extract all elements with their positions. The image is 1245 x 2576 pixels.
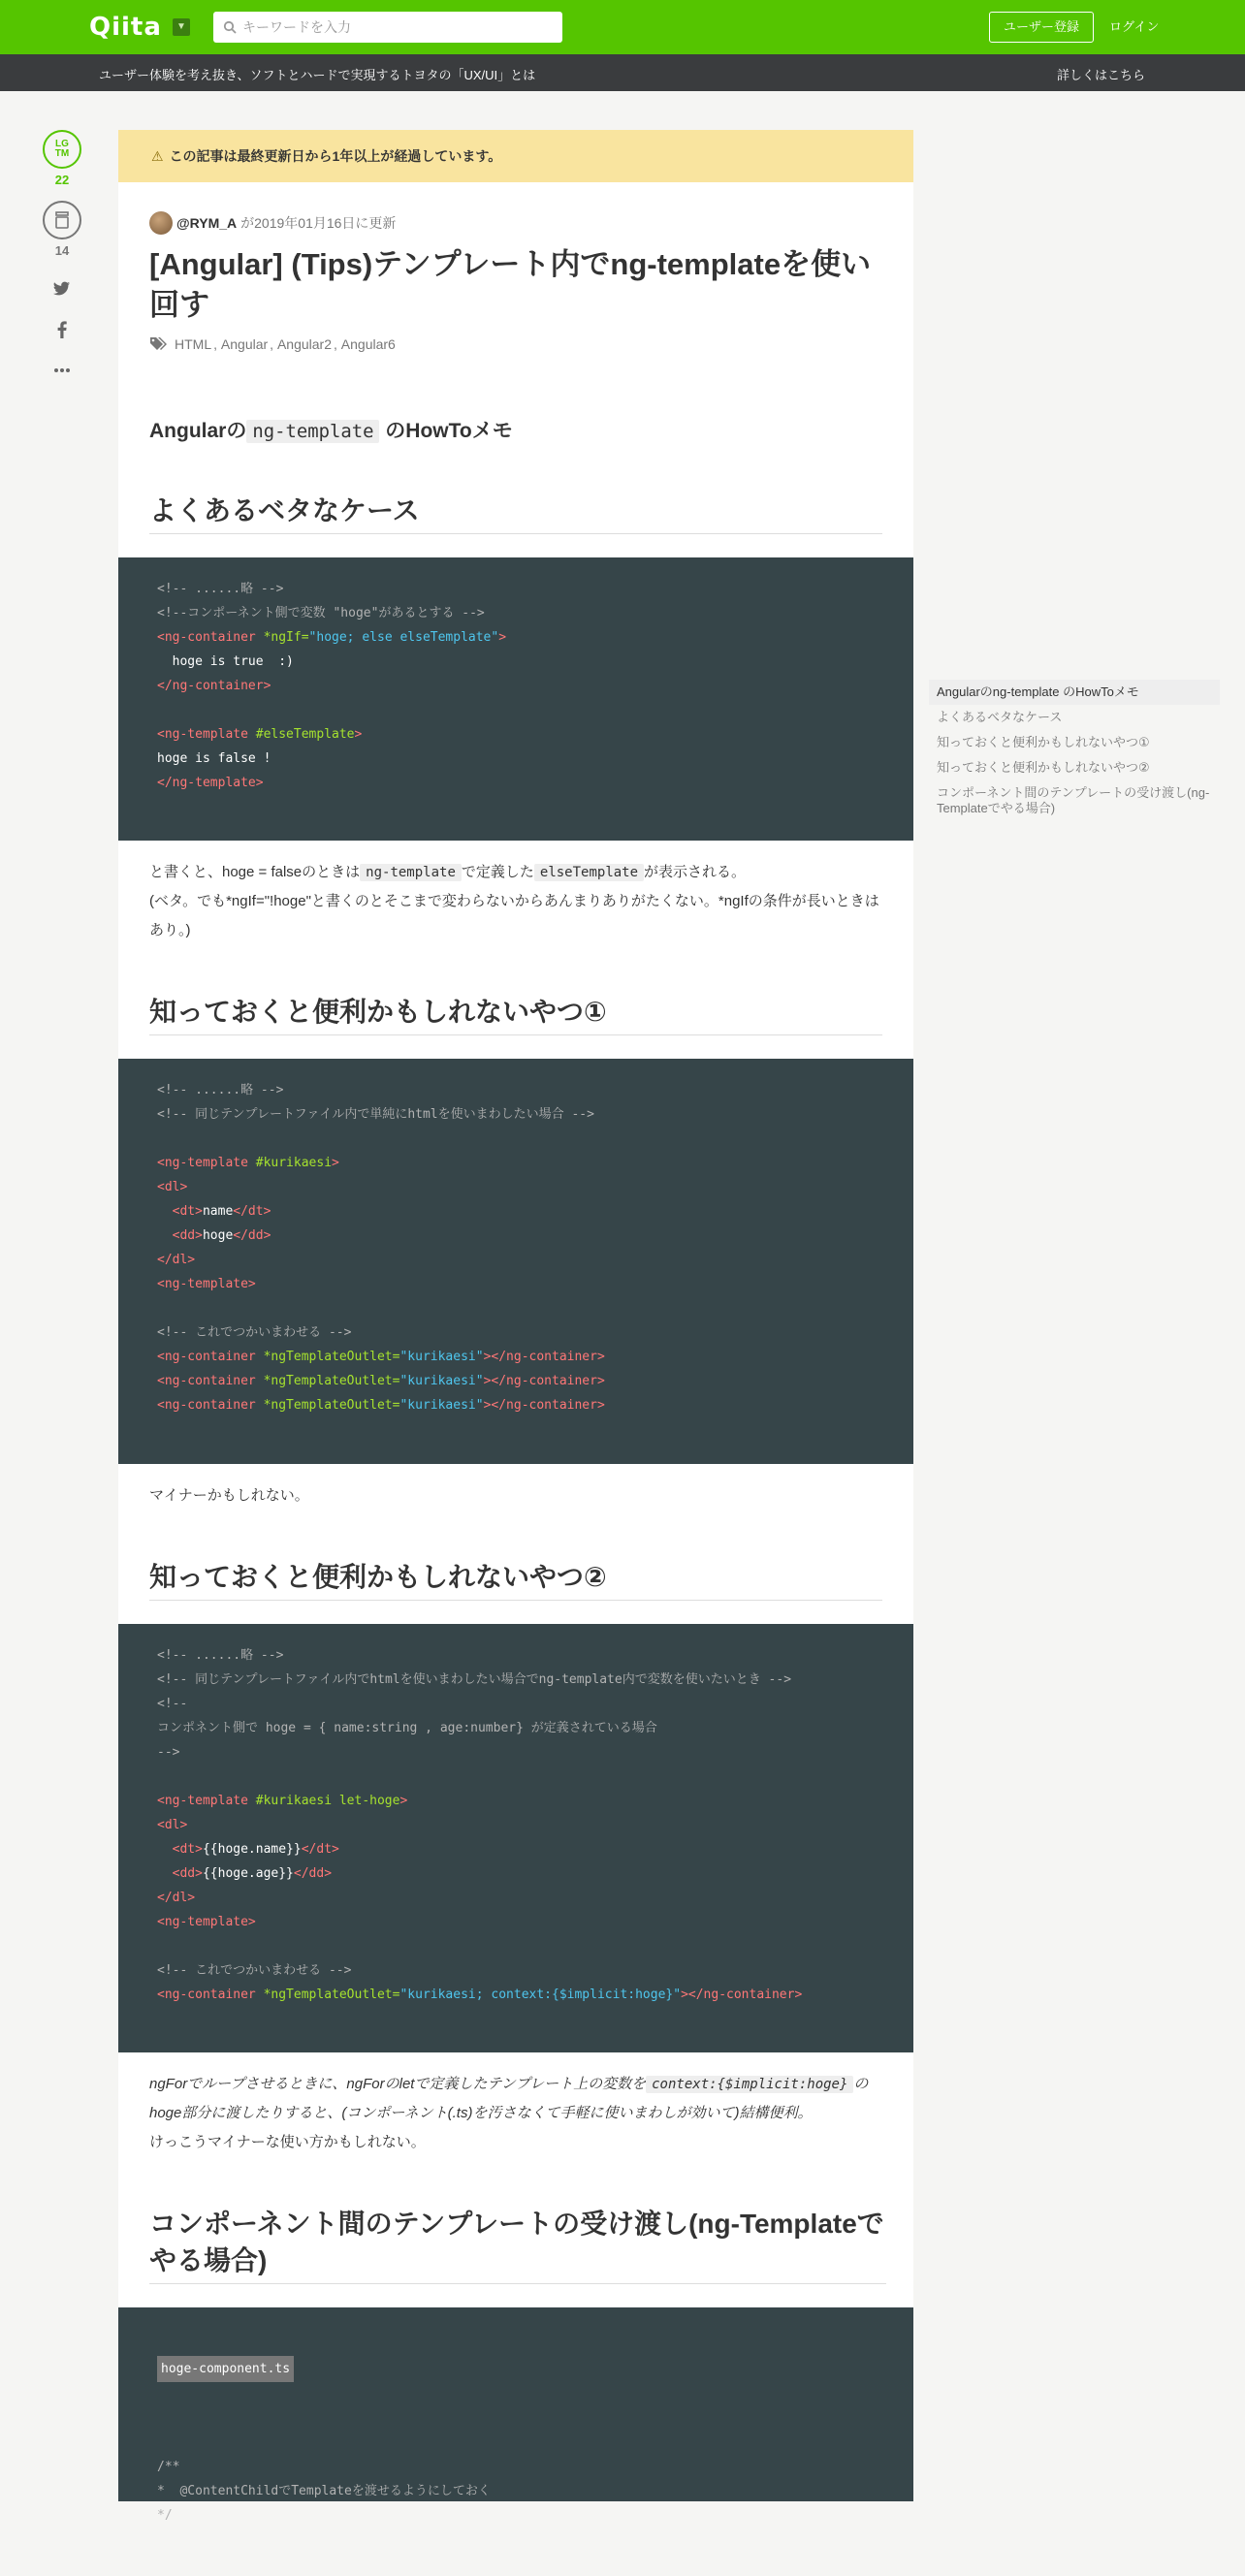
code-token: *ngTemplateOutlet=	[263, 1398, 400, 1413]
notice-text: この記事は最終更新日から1年以上が経過しています。	[169, 148, 502, 164]
section-heading: よくあるベタなケース	[149, 493, 882, 534]
code-line	[157, 2455, 875, 2479]
ad-banner	[0, 54, 1245, 91]
section-heading: コンポーネント間のテンプレートの受け渡し(ng-Templateでやる場合)	[149, 2206, 886, 2284]
code-line	[157, 1296, 875, 1320]
code-line	[157, 1692, 875, 1716]
code-token: </dd>	[293, 1866, 333, 1881]
code-token: <!-- ......略 -->	[157, 1083, 284, 1097]
code-token: "kurikaesi; context:{$implicit:hoge}"	[399, 1988, 682, 2002]
tags-icon	[149, 336, 169, 352]
signup-button[interactable]: ユーザー登録	[989, 12, 1094, 43]
code-token: >	[498, 630, 507, 645]
paragraph	[149, 2070, 882, 2128]
code-token: hoge	[202, 1228, 234, 1243]
code-token: <ng-container	[157, 1988, 264, 2002]
lgtm-count: 22	[54, 173, 70, 187]
code-token: ></ng-container>	[483, 1398, 605, 1413]
twitter-icon	[53, 281, 71, 297]
text: ngForでループさせるときに、ngForのletで定義したテンプレート上の変数を	[149, 2076, 647, 2092]
toc-item[interactable]: 知っておくと便利かもしれないやつ②	[937, 760, 1150, 775]
code-token: <!-- 同じテンプレートファイル内で単純にhtmlを使いまわしたい場合 -->	[157, 1107, 594, 1122]
ad-detail-link[interactable]: 詳しくはこちら	[1057, 68, 1146, 82]
tag-item[interactable]: Angular	[220, 336, 269, 352]
howto-heading	[149, 415, 882, 442]
code-line	[157, 1643, 875, 1668]
global-header	[0, 0, 1245, 54]
search-input[interactable]	[242, 12, 553, 43]
search-icon	[223, 20, 237, 34]
code-token: /**	[157, 2460, 180, 2474]
code-line	[157, 1789, 875, 1813]
code-line	[157, 2431, 875, 2455]
text: と書くと、hoge = falseのときは	[149, 864, 361, 880]
search-box	[213, 12, 562, 43]
code-token: {{hoge.name}}	[202, 1842, 302, 1857]
qiita-logo[interactable]: Qiita	[89, 13, 162, 42]
code-token: コンポネント側で hoge = { name:string , age:number} が定義されている場合	[157, 1721, 657, 1735]
code-token: <ng-template	[157, 1156, 256, 1170]
code-token: "kurikaesi"	[399, 1374, 484, 1388]
code-line	[157, 1272, 875, 1296]
stock-button[interactable]	[43, 201, 81, 239]
code-token: </dt>	[301, 1842, 339, 1857]
code-line	[157, 698, 875, 722]
code-token: *ngTemplateOutlet=	[263, 1350, 400, 1364]
code-line	[157, 1393, 875, 1417]
toc-item[interactable]: よくあるベタなケース	[937, 710, 1063, 724]
code-line	[157, 625, 875, 650]
ellipsis-icon	[53, 367, 71, 373]
code-token: <dt>	[172, 1204, 203, 1219]
code-line	[157, 1078, 875, 1102]
inline-code: ng-template	[360, 864, 462, 881]
facebook-share-button[interactable]	[43, 320, 81, 339]
chevron-down-icon[interactable]: ▼	[173, 18, 190, 36]
code-token: </dd>	[233, 1228, 271, 1243]
code-token: "kurikaesi"	[399, 1398, 484, 1413]
code-token	[157, 1228, 173, 1243]
code-token: <!--コンポーネント側で変数 "hoge"があるとする -->	[157, 606, 485, 620]
code-line	[157, 1716, 875, 1740]
code-block	[118, 1624, 913, 2052]
code-lines	[157, 2431, 875, 2528]
tag-item[interactable]: Angular6	[340, 336, 396, 352]
code-line	[157, 722, 875, 747]
heading-text: Angularの	[149, 420, 247, 442]
twitter-share-button[interactable]	[43, 279, 81, 299]
code-token: {{hoge.age}}	[202, 1866, 294, 1881]
updated-date: が2019年01月16日に更新	[240, 215, 397, 231]
code-line	[157, 1886, 875, 1910]
inline-code: context:{$implicit:hoge}	[646, 2076, 853, 2093]
code-line	[157, 1983, 875, 2007]
login-link[interactable]: ログイン	[1109, 19, 1160, 34]
code-token: "kurikaesi"	[399, 1350, 484, 1364]
code-token	[157, 1866, 173, 1881]
code-token: <!-- これでつかいまわせる -->	[157, 1325, 352, 1340]
code-token: ></ng-container>	[681, 1988, 803, 2002]
code-line	[157, 650, 875, 674]
code-line	[157, 1369, 875, 1393]
code-token: <ng-container	[157, 1374, 264, 1388]
heading-text: のHowToメモ	[379, 420, 513, 442]
code-token: <ng-container	[157, 1350, 264, 1364]
code-token: <ng-template>	[157, 1277, 256, 1291]
article-title: [Angular] (Tips)テンプレート内でng-templateを使い回す	[149, 247, 872, 322]
code-line	[157, 771, 875, 795]
tag-item[interactable]: Angular2	[276, 336, 332, 352]
code-filename: hoge-component.ts	[157, 2356, 294, 2382]
code-line	[157, 2479, 875, 2503]
ad-text[interactable]: ユーザー体験を考え抜き、ソフトとハードで実現するトヨタの「UX/UI」とは	[99, 68, 536, 82]
code-line	[157, 2503, 875, 2528]
code-token: name	[202, 1204, 234, 1219]
code-token: <dd>	[172, 1866, 203, 1881]
code-token	[157, 1842, 173, 1857]
code-block	[118, 1059, 913, 1464]
code-token: <dl>	[157, 1818, 188, 1832]
code-line	[157, 1102, 875, 1127]
section-heading: 知っておくと便利かもしれないやつ①	[149, 994, 882, 1035]
code-line	[157, 1837, 875, 1861]
code-line	[157, 1861, 875, 1886]
code-token: <ng-container	[157, 630, 264, 645]
code-line	[157, 1910, 875, 1934]
code-token: <dl>	[157, 1180, 188, 1194]
text: のhoge部分に渡したりすると、(コンポーネント(.ts)を汚さなくて手軽に使いまわしが効いて)結構便利。	[149, 2076, 869, 2121]
code-token: <!-- これでつかいまわせる -->	[157, 1963, 352, 1978]
code-line	[157, 1224, 875, 1248]
code-token: </dl>	[157, 1253, 196, 1267]
code-token: *ngTemplateOutlet=	[263, 1374, 400, 1388]
code-token: #elseTemplate	[255, 727, 355, 742]
paragraph: マイナーかもしれない。	[149, 1487, 309, 1504]
inline-code: ng-template	[246, 420, 379, 443]
code-token: <!-- ......略 -->	[157, 1648, 284, 1663]
code-line	[157, 1740, 875, 1765]
code-token: </dl>	[157, 1891, 196, 1905]
code-token: <!-- 同じテンプレートファイル内でhtmlを使いまわしたい場合でng-template内で変数を使いたいとき -->	[157, 1672, 792, 1687]
code-token: #kurikaesi let-hoge	[255, 1794, 400, 1808]
lgtm-button[interactable]	[43, 130, 81, 169]
tag-list: HTML , Angular , Angular2 , Angular6	[149, 334, 882, 355]
code-token: <!-- ......略 -->	[157, 582, 284, 596]
code-line	[157, 1320, 875, 1345]
code-line	[157, 1813, 875, 1837]
paragraph: (ベタ。でも*ngIf="!hoge"と書くのとそこまで変わらないからあんまりありがたくない。*ngIfの条件が長いときはあり。)	[149, 893, 879, 938]
text: が表示される。	[644, 864, 747, 880]
code-token: </ng-container>	[157, 679, 271, 693]
code-token: >	[399, 1794, 408, 1808]
stock-icon	[45, 203, 80, 238]
code-token: <ng-template	[157, 1794, 256, 1808]
article-action-rail	[43, 130, 85, 380]
code-line	[157, 1199, 875, 1224]
toc-item[interactable]: 知っておくと便利かもしれないやつ①	[937, 735, 1150, 749]
code-token	[157, 1204, 173, 1219]
article-meta	[149, 211, 882, 235]
code-token: */	[157, 2508, 173, 2523]
avatar[interactable]	[149, 211, 173, 235]
warning-icon: ⚠	[151, 148, 164, 164]
code-line	[157, 747, 875, 771]
table-of-contents	[929, 680, 1220, 821]
code-line	[157, 601, 875, 625]
code-line	[157, 1345, 875, 1369]
code-token: -->	[157, 1745, 180, 1760]
code-block	[118, 2307, 913, 2523]
inline-code: elseTemplate	[534, 864, 644, 881]
code-block	[118, 557, 913, 841]
code-token: "hoge; else elseTemplate"	[308, 630, 499, 645]
toc-item[interactable]: コンポーネント間のテンプレートの受け渡し(ng-Templateでやる場合)	[937, 785, 1210, 815]
code-token: *ngTemplateOutlet=	[263, 1988, 400, 2002]
code-line	[157, 1958, 875, 1983]
code-token: hoge is false !	[157, 751, 271, 766]
code-token: hoge is true :)	[157, 654, 294, 669]
author-link[interactable]: @RYM_A	[176, 215, 238, 231]
paragraph	[149, 858, 882, 887]
code-token: >	[332, 1156, 339, 1170]
code-token: <dd>	[172, 1228, 203, 1243]
article	[118, 130, 913, 2523]
code-token: <dt>	[172, 1842, 203, 1857]
facebook-icon	[57, 321, 67, 338]
code-line	[157, 674, 875, 698]
code-token: <!--	[157, 1697, 188, 1711]
tag-item[interactable]: HTML	[175, 336, 212, 352]
section-heading: 知っておくと便利かもしれないやつ②	[149, 1559, 882, 1601]
code-token: #kurikaesi	[255, 1156, 333, 1170]
code-token: ></ng-container>	[483, 1374, 605, 1388]
code-token: * @ContentChildでTemplateを渡せるようにしておく	[157, 2484, 491, 2498]
code-line	[157, 577, 875, 601]
code-token: <ng-container	[157, 1398, 264, 1413]
paragraph: けっこうマイナーな使い方かもしれない。	[149, 2134, 426, 2150]
code-token: </ng-template>	[157, 776, 264, 790]
code-line	[157, 1934, 875, 1958]
toc-item[interactable]: Angularのng-template のHowToメモ	[929, 680, 1220, 705]
stock-count: 14	[54, 243, 70, 258]
code-token: >	[354, 727, 363, 742]
outdated-notice	[118, 130, 913, 182]
lgtm-label: LG TM	[54, 139, 70, 159]
code-line	[157, 1668, 875, 1692]
code-line	[157, 1175, 875, 1199]
code-line	[157, 1127, 875, 1151]
code-token: <ng-template>	[157, 1915, 256, 1929]
text: で定義した	[461, 864, 534, 880]
more-options-button[interactable]	[43, 361, 81, 380]
code-token: </dt>	[233, 1204, 271, 1219]
code-line	[157, 1765, 875, 1789]
code-token: <ng-template	[157, 727, 256, 742]
code-line	[157, 1248, 875, 1272]
code-token: ></ng-container>	[483, 1350, 605, 1364]
code-line	[157, 1151, 875, 1175]
code-token: *ngIf=	[263, 630, 309, 645]
